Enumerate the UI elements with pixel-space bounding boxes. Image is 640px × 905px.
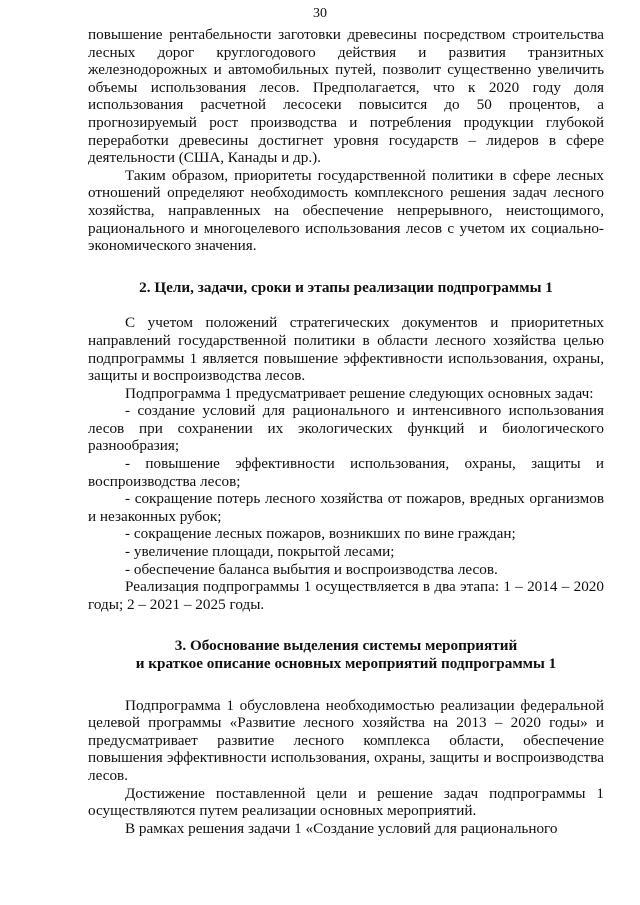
task-item-2: - повышение эффективности использования, охраны, защиты и воспроизводства лесов; xyxy=(88,455,604,490)
task-item-4: - сокращение лесных пожаров, возникших по вине граждан; xyxy=(125,525,516,543)
task-item-3: - сокращение потерь лесного хозяйства от пожаров, вредных организмов и незаконных рубок; xyxy=(88,490,604,525)
section-3-heading-line-2: и краткое описание основных мероприятий подпрограммы 1 xyxy=(135,655,557,672)
section-2-heading: 2. Цели, задачи, сроки и этапы реализации подпрограммы 1 xyxy=(139,278,553,296)
page-body xyxy=(88,26,604,837)
section-2-stages-paragraph: Реализация подпрограммы 1 осуществляется в два этапа: 1 – 2014 – 2020 годы; 2 – 2021 – 2025 годы. xyxy=(88,578,604,613)
intro-paragraph-2: Таким образом, приоритеты государственной политики в сфере лесных отношений определяют необходимость комплексного решения задач лесного хозяйства, направленных на обеспечение непрерывного, неистощимого, рационального и многоцелевого использования лесов с учетом их социально-экономического значения. xyxy=(88,166,604,255)
page-number: 30 xyxy=(313,6,327,21)
section-3-paragraph-1: Подпрограмма 1 обусловлена необходимостью реализации федеральной целевой программы «Развитие лесного хозяйства на 2013 – 2020 годы» и предусматривает развитие лесного комплекса области, обеспечение повышения эффективности использования, охраны, защиты и воспроизводства лесов. xyxy=(88,696,604,784)
section-3-paragraph-2: Достижение поставленной цели и решение задач подпрограммы 1 осуществляются путем реализации основных мероприятий. xyxy=(88,784,604,820)
task-item-6: - обеспечение баланса выбытия и воспроизводства лесов. xyxy=(125,560,498,578)
intro-paragraph-1: повышение рентабельности заготовки древесины посредством строительства лесных дорог круглогодового действия и развития транзитных железнодорожных и автомобильных путей, позволит существенно увеличить объемы использования лесов. Предполагается, что к 2020 году доля использования расчетной лесосеки повысится до 50 процентов, а прогнозируемый рост производства и потребления продукции глубокой переработки древесины достигнет уровня государств – лидеров в сфере деятельности (США, Канады и др.). xyxy=(88,26,604,167)
section-2-tasks-intro: Подпрограмма 1 предусматривает решение следующих основных задач: xyxy=(125,384,594,402)
section-3-paragraph-3: В рамках решения задачи 1 «Создание условий для рационального xyxy=(125,819,558,837)
task-item-5: - увеличение площади, покрытой лесами; xyxy=(125,543,395,561)
section-2-goal-paragraph: С учетом положений стратегических документов и приоритетных направлений государственной политики в области лесного хозяйства целью подпрограммы 1 является повышение эффективности использования, охраны, защиты и воспроизводства лесов. xyxy=(88,314,604,385)
task-item-1: - создание условий для рационального и интенсивного использования лесов при сохранении их экологических функций и биологического разнообразия; xyxy=(88,402,604,455)
section-3-heading-line-1: 3. Обоснование выделения системы мероприятий xyxy=(174,637,518,655)
